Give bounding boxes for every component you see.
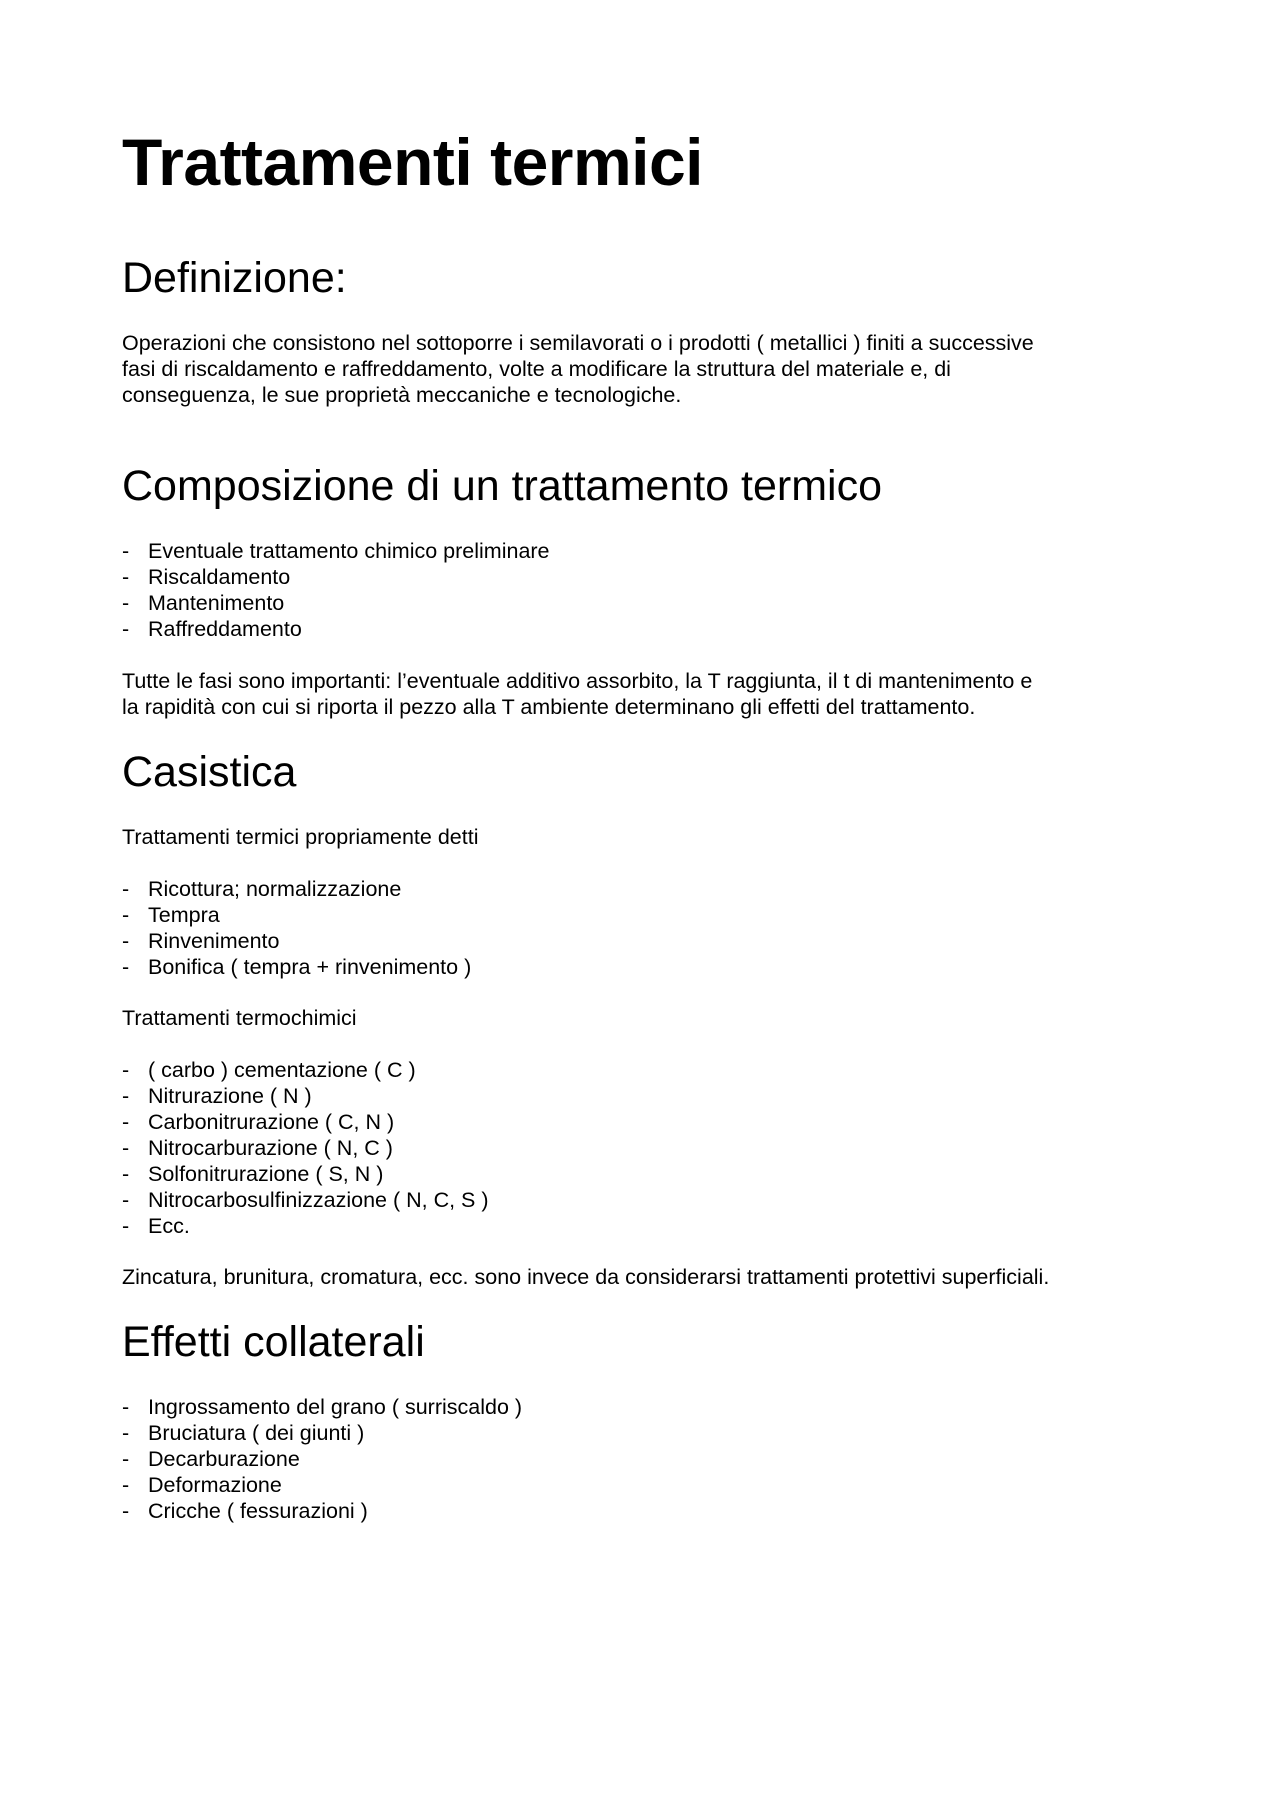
list-item: - Nitrocarburazione ( N, C )	[122, 1136, 393, 1160]
casistica-group1-list	[122, 876, 471, 980]
list-marker: -	[122, 565, 130, 589]
list-marker: -	[122, 1136, 130, 1160]
composizione-note	[122, 668, 1182, 720]
list-item: - Mantenimento	[122, 591, 285, 615]
list-item: - Ricottura; normalizzazione	[122, 877, 402, 901]
list-item: - ( carbo ) cementazione ( C )	[122, 1058, 416, 1082]
definizione-paragraph	[122, 330, 1182, 408]
casistica-group2-list	[122, 1057, 489, 1239]
effetti-list	[122, 1394, 522, 1524]
list-item: - Solfonitrurazione ( S, N )	[122, 1162, 384, 1186]
list-item: - Bruciatura ( dei giunti )	[122, 1421, 365, 1445]
casistica-group2-label: Trattamenti termochimici	[122, 1006, 357, 1030]
list-marker: -	[122, 1058, 130, 1082]
list-marker: -	[122, 1084, 130, 1108]
list-marker: -	[122, 1110, 130, 1134]
casistica-group1-label: Trattamenti termici propriamente detti	[122, 825, 479, 849]
list-marker: -	[122, 1473, 130, 1497]
paragraph-line: Operazioni che consistono nel sottoporre i semilavorati o i prodotti ( metallici ) finiti a successive	[122, 331, 1034, 355]
list-item: - Cricche ( fessurazioni )	[122, 1499, 368, 1523]
list-marker: -	[122, 1447, 130, 1471]
list-item: - Ecc.	[122, 1214, 190, 1238]
list-marker: -	[122, 1188, 130, 1212]
list-item: - Rinvenimento	[122, 929, 280, 953]
list-item: - Tempra	[122, 903, 220, 927]
list-marker: -	[122, 1499, 130, 1523]
list-marker: -	[122, 1162, 130, 1186]
list-item: - Decarburazione	[122, 1447, 300, 1471]
paragraph-line: conseguenza, le sue proprietà meccaniche e tecnologiche.	[122, 383, 682, 407]
list-marker: -	[122, 929, 130, 953]
list-item: - Nitrurazione ( N )	[122, 1084, 312, 1108]
paragraph-line: Tutte le fasi sono importanti: l’eventuale additivo assorbito, la T raggiunta, il t di mantenimento e	[122, 669, 1033, 693]
list-item: - Riscaldamento	[122, 565, 291, 589]
list-marker: -	[122, 539, 130, 563]
list-marker: -	[122, 955, 130, 979]
heading-definizione: Definizione:	[122, 254, 347, 302]
heading-composizione: Composizione di un trattamento termico	[122, 462, 883, 510]
composizione-list	[122, 538, 550, 642]
list-item: - Deformazione	[122, 1473, 282, 1497]
heading-casistica: Casistica	[122, 748, 297, 796]
list-marker: -	[122, 903, 130, 927]
list-marker: -	[122, 877, 130, 901]
heading-effetti: Effetti collaterali	[122, 1318, 425, 1366]
list-marker: -	[122, 1214, 130, 1238]
list-item: - Bonifica ( tempra + rinvenimento )	[122, 955, 472, 979]
list-item: - Eventuale trattamento chimico preliminare	[122, 539, 550, 563]
casistica-note: Zincatura, brunitura, cromatura, ecc. sono invece da considerarsi trattamenti protettivi superficiali.	[122, 1265, 1050, 1289]
list-item: - Ingrossamento del grano ( surriscaldo )	[122, 1395, 523, 1419]
list-item: - Carbonitrurazione ( C, N )	[122, 1110, 395, 1134]
paragraph-line: la rapidità con cui si riporta il pezzo alla T ambiente determinano gli effetti del trattamento.	[122, 695, 976, 719]
list-marker: -	[122, 1421, 130, 1445]
paragraph-line: fasi di riscaldamento e raffreddamento, volte a modificare la struttura del materiale e, di	[122, 357, 951, 381]
list-marker: -	[122, 1395, 130, 1419]
list-marker: -	[122, 591, 130, 615]
list-marker: -	[122, 617, 130, 641]
page-title: Trattamenti termici	[122, 125, 704, 199]
list-item: - Raffreddamento	[122, 617, 302, 641]
list-item: - Nitrocarbosulfinizzazione ( N, C, S )	[122, 1188, 489, 1212]
